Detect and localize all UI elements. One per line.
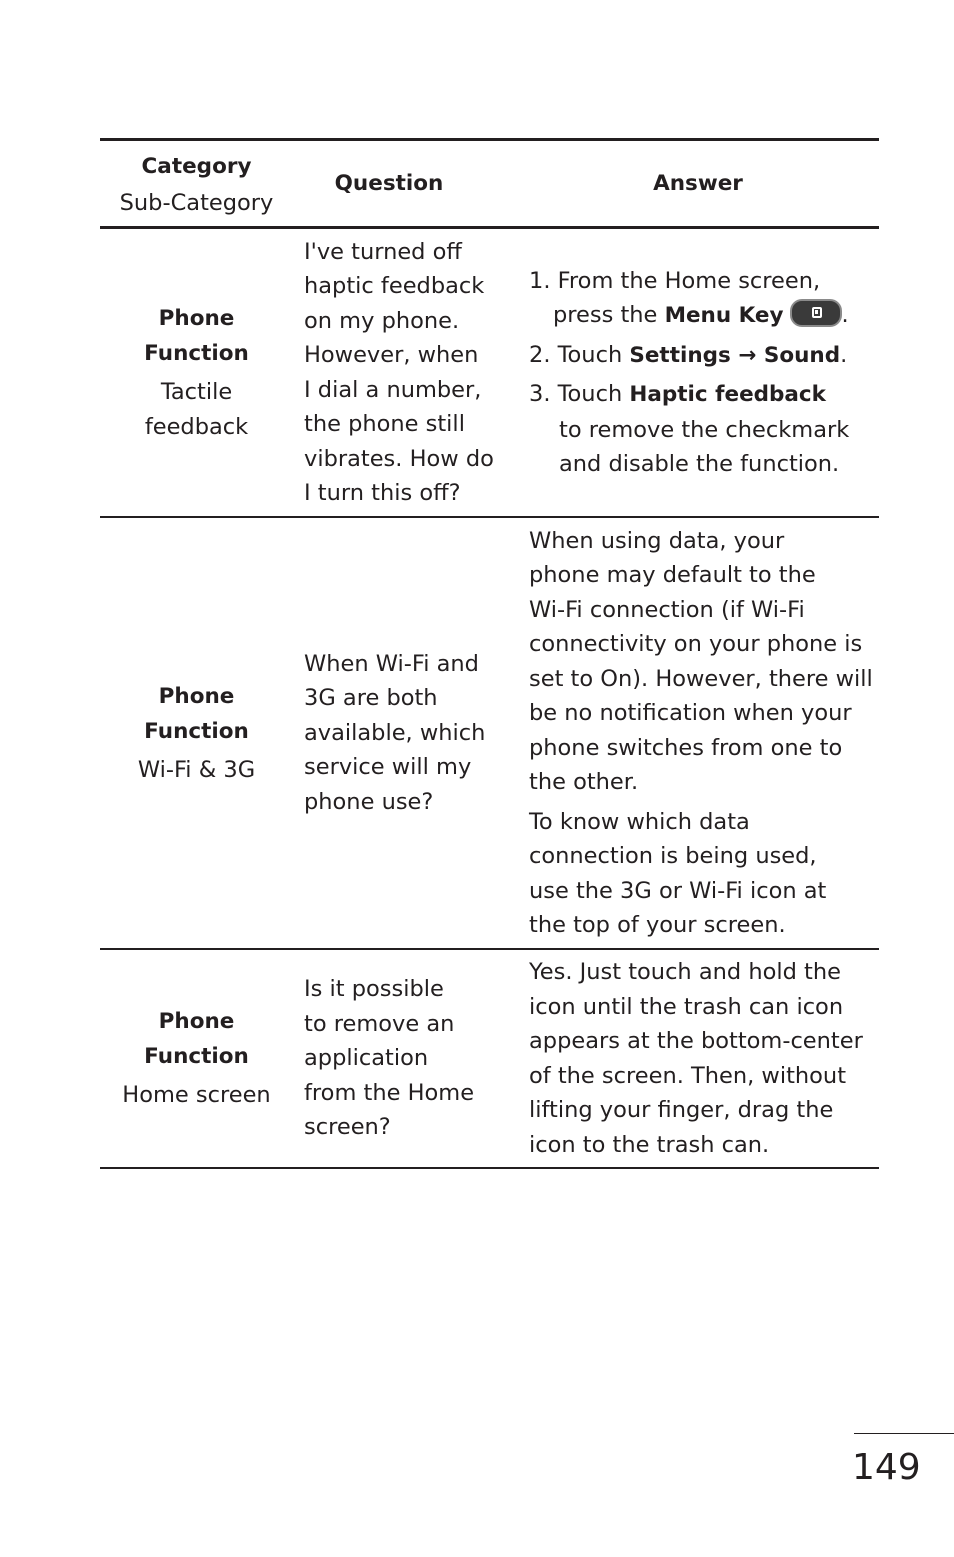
sub-category-line: Tactile — [160, 378, 233, 405]
arrow-icon: → — [730, 342, 764, 368]
step-text: . — [840, 341, 848, 368]
answer-cell — [517, 518, 879, 948]
answer-step — [529, 338, 879, 374]
category-line: Phone — [158, 1009, 235, 1034]
question-cell — [293, 518, 517, 948]
question-line: vibrates. How do — [304, 445, 494, 472]
answer-steps — [529, 264, 879, 482]
question-line: screen? — [304, 1114, 391, 1141]
sub-category-line: Home screen — [122, 1082, 271, 1108]
header-category: Category — [141, 153, 252, 179]
answer-line: When using data, your — [529, 527, 785, 554]
step-text: Touch — [557, 341, 630, 368]
question-line: However, when — [304, 342, 479, 368]
header-answer-cell — [517, 141, 879, 226]
question-line: the phone still — [304, 411, 465, 437]
question-line: service will my — [304, 754, 472, 781]
table-row — [100, 518, 879, 948]
answer-line: To know which data — [529, 808, 750, 835]
step-number: 2. — [529, 341, 551, 368]
answer-line: icon to the trash can. — [529, 1131, 770, 1158]
step-number: 1. — [529, 267, 551, 294]
category-line: Phone — [158, 683, 235, 709]
step-text: Touch — [557, 381, 630, 407]
question-line: I've turned off — [304, 238, 462, 265]
page-number-rule — [854, 1433, 954, 1434]
sound-label: Sound — [763, 342, 841, 368]
answer-step — [529, 377, 879, 482]
question-line: Is it possible — [304, 976, 444, 1003]
table-row — [100, 950, 879, 1167]
answer-line: set to On). However, there will — [529, 665, 873, 692]
settings-label: Settings — [629, 342, 731, 368]
answer-line: phone switches from one to — [529, 734, 843, 761]
sub-category-label — [145, 375, 248, 445]
header-answer: Answer — [653, 171, 743, 196]
header-category-cell — [100, 141, 293, 226]
category-cell — [100, 950, 293, 1167]
question-line: 3G are both — [304, 685, 438, 712]
category-line: Phone — [158, 305, 235, 331]
answer-cell — [517, 950, 879, 1167]
question-line: I turn this off? — [304, 480, 461, 506]
question-line: available, which — [304, 719, 486, 746]
sub-category-label — [138, 753, 255, 788]
sub-category-label — [122, 1078, 270, 1113]
answer-line: use the 3G or Wi-Fi icon at — [529, 877, 827, 904]
sub-category-line: Wi-Fi & 3G — [137, 756, 256, 783]
answer-line: of the screen. Then, without — [529, 1062, 847, 1089]
answer-line: appears at the bottom-center — [529, 1028, 863, 1054]
page-number: 149 — [852, 1447, 921, 1488]
category-cell — [100, 229, 293, 516]
category-label — [144, 301, 249, 371]
answer-line: the other. — [529, 769, 639, 795]
question-line: When Wi-Fi and — [304, 650, 479, 677]
question-line: from the Home — [304, 1079, 475, 1106]
table-header — [100, 141, 879, 226]
answer-line: the top of your screen. — [529, 912, 786, 938]
question-line: application — [304, 1045, 429, 1072]
category-cell — [100, 518, 293, 948]
category-line: Function — [144, 1044, 249, 1069]
table-row — [100, 229, 879, 516]
faq-table — [100, 138, 879, 1169]
step-text: and disable the function. — [559, 451, 840, 477]
question-line: to remove an — [304, 1010, 455, 1037]
question-line: haptic feedback — [304, 273, 485, 299]
question-line: on my phone. — [304, 307, 460, 334]
answer-line: Yes. Just touch and hold the — [529, 959, 841, 985]
menu-key-icon — [790, 299, 842, 327]
step-text: . — [841, 302, 849, 328]
header-question-cell — [293, 141, 517, 226]
sub-category-line: feedback — [144, 413, 249, 440]
step-number: 3. — [529, 381, 551, 407]
answer-paragraph — [529, 805, 879, 943]
step-text: to remove the checkmark — [559, 416, 850, 443]
answer-paragraph — [529, 955, 879, 1162]
header-question: Question — [334, 171, 444, 196]
menu-key-label: Menu Key — [664, 303, 784, 328]
table-bottom-rule — [100, 1167, 879, 1169]
answer-line: connection is being used, — [529, 843, 817, 869]
answer-line: icon until the trash can icon — [529, 993, 844, 1020]
question-cell — [293, 229, 517, 516]
answer-paragraph — [529, 524, 879, 800]
answer-line: Wi-Fi connection (if Wi-Fi — [529, 596, 805, 623]
category-label — [144, 1004, 249, 1074]
answer-line: phone may default to the — [529, 562, 816, 588]
answer-step — [529, 264, 879, 334]
step-text: press the — [553, 302, 665, 328]
header-sub-category: Sub-Category — [119, 189, 274, 216]
answer-cell — [517, 229, 879, 516]
answer-line: be no notification when your — [529, 700, 852, 726]
answer-line: connectivity on your phone is — [529, 631, 863, 657]
question-line: I dial a number, — [304, 376, 482, 403]
haptic-feedback-label: Haptic feedback — [629, 382, 826, 407]
question-line: phone use? — [304, 788, 434, 815]
step-text: From the Home screen, — [557, 267, 821, 294]
category-line: Function — [144, 340, 249, 366]
category-line: Function — [144, 718, 249, 744]
category-label — [144, 679, 249, 749]
answer-line: lifting your finger, drag the — [529, 1097, 834, 1123]
question-cell — [293, 950, 517, 1167]
